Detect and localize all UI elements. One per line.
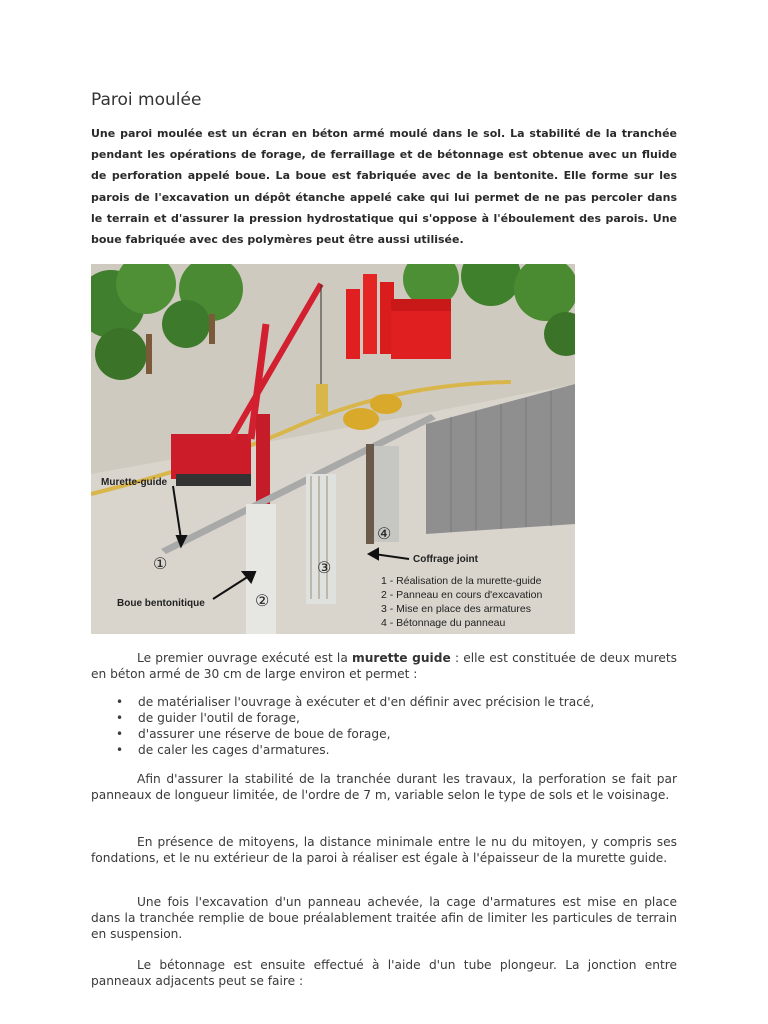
bullet-dot: • [116, 727, 124, 741]
page-title: Paroi moulée [91, 90, 202, 110]
intro-paragraph: Une paroi moulée est un écran en béton armé moulé dans le sol. La stabilité de la tranchée pendant les opérations de forage, de ferraillage et de bétonnage est obtenue avec un fluide de perforation appelé boue. La boue est fabriquée avec de la bentonite. Elle forme sur les parois de l'excavation un dépôt étanche appelé cake qui lui permet de ne pas percoler dans le terrain et d'assurer la pression hydrostatique qui s'oppose à l'éboulement des parois. Une boue fabriquée avec des polymères peut être aussi utilisée. [91, 127, 677, 247]
legend-item-4: 4 - Bétonnage du panneau [381, 617, 506, 629]
illustration-svg [91, 264, 575, 634]
bullet-dot: • [116, 695, 124, 709]
paragraph-armatures: Une fois l'excavation d'un panneau achevée, la cage d'armatures est mise en place dans la tranchée remplie de boue préalablement traitée afin de limiter les particules de terrain en suspension. [91, 895, 677, 942]
paragraph-mitoyens: En présence de mitoyens, la distance minimale entre le nu du mitoyen, y compris ses fondations, et le nu extérieur de la paroi à réaliser est égale à l'épaisseur de la murette guide. [91, 835, 677, 866]
number-4: ④ [377, 526, 392, 543]
list-item [91, 694, 677, 710]
diaphragm-wall-illustration [91, 264, 575, 634]
legend-item-2: 2 - Panneau en cours d'excavation [381, 589, 543, 601]
list-item [91, 726, 677, 742]
p1-before: Le premier ouvrage exécuté est la [137, 651, 352, 665]
number-3: ③ [317, 560, 332, 577]
paragraph-betonnage: Le bétonnage est ensuite effectué à l'aide d'un tube plongeur. La jonction entre panneaux adjacents peut se faire : [91, 958, 677, 989]
bullet-dot: • [116, 743, 124, 757]
label-boue-bentonitique: Boue bentonitique [117, 598, 205, 609]
term-murette-guide: murette guide [352, 651, 451, 665]
bullet-dot: • [116, 711, 124, 725]
label-coffrage-joint: Coffrage joint [413, 554, 478, 565]
list-item-text: d'assurer une réserve de boue de forage, [138, 727, 391, 741]
p1-after: : elle est constituée de deux murets en béton armé de 30 cm de large environ et permet : [91, 651, 677, 682]
number-1: ① [153, 556, 168, 573]
panel-excavation [246, 504, 276, 634]
legend-item-1: 1 - Réalisation de la murette-guide [381, 575, 542, 587]
list-item-text: de caler les cages d'armatures. [138, 743, 330, 757]
label-murette-guide: Murette-guide [101, 477, 168, 488]
list-item-text: de guider l'outil de forage, [138, 711, 300, 725]
list-item [91, 742, 677, 758]
paragraph-stabilite: Afin d'assurer la stabilité de la tranchée durant les travaux, la perforation se fait par panneaux de longueur limitée, de l'ordre de 7 m, variable selon le type de sols et le voisinage. [91, 772, 677, 803]
list-item-text: de matérialiser l'ouvrage à exécuter et d'en définir avec précision le tracé, [138, 695, 595, 709]
bullet-list [91, 694, 677, 758]
list-item [91, 710, 677, 726]
paragraph-murette-guide [91, 650, 677, 682]
legend-item-3: 3 - Mise en place des armatures [381, 603, 531, 615]
number-2: ② [255, 593, 270, 610]
joint-form [366, 444, 374, 544]
